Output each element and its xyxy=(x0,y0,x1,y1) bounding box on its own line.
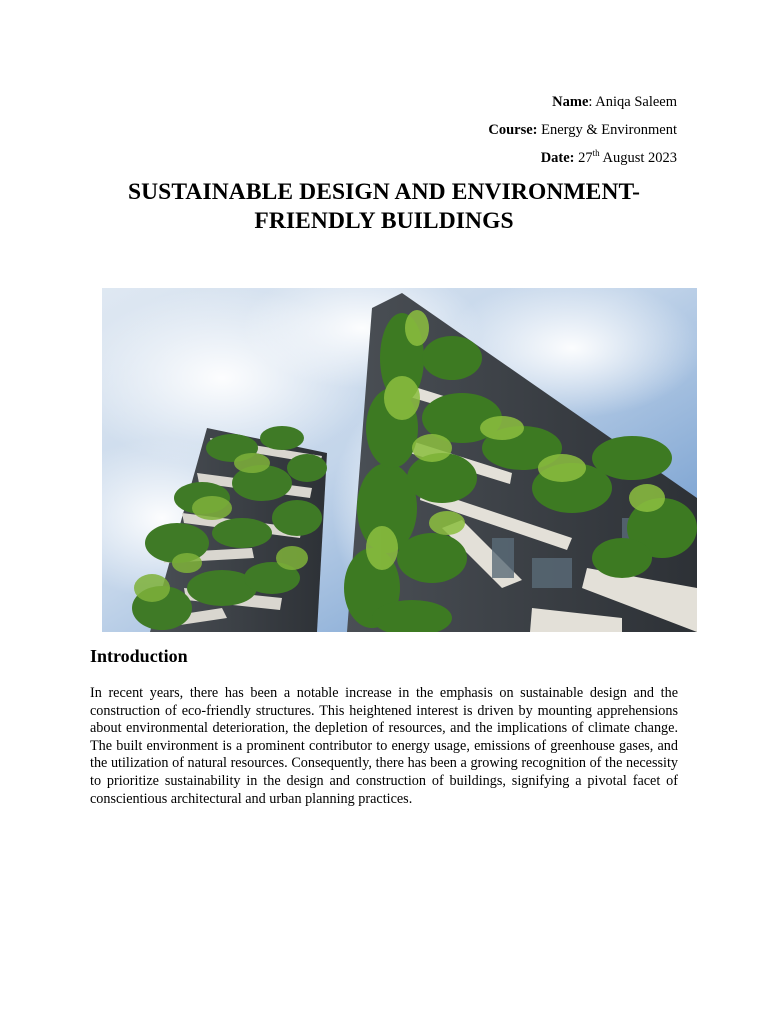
date-suffix: th xyxy=(592,148,600,158)
name-value: : Aniqa Saleem xyxy=(588,94,677,110)
date-day: 27 xyxy=(574,150,593,166)
vertical-forest-photo xyxy=(102,288,697,632)
course-value: Energy & Environment xyxy=(537,122,677,138)
course-line xyxy=(488,122,677,139)
title-line-2: FRIENDLY BUILDINGS xyxy=(254,208,514,234)
name-label: Name xyxy=(552,94,589,110)
section-heading: Introduction xyxy=(90,646,188,666)
title-line-1: SUSTAINABLE DESIGN AND ENVIRONMENT- xyxy=(127,179,641,205)
date-rest: August 2023 xyxy=(599,150,677,166)
author-line xyxy=(552,94,677,111)
document-title xyxy=(0,178,768,236)
date-line xyxy=(541,150,677,167)
course-label: Course: xyxy=(488,122,538,138)
introduction-paragraph: In recent years, there has been a notable increase in the emphasis on sustainable design and the construction of eco-friendly structures. This heightened interest is driven by mounting apprehensions about environmental deterioration, the depletion of resources, and the implications of climate change. The built environment is a prominent contributor to energy usage, emissions of greenhouse gases, and the utilization of natural resources. Consequently, there has been a growing recognition of the necessity to prioritize sustainability in the design and construction of buildings, signifying a pivotal facet of conscientious architectural and urban planning practices. xyxy=(90,685,678,807)
date-label: Date: xyxy=(540,150,575,166)
